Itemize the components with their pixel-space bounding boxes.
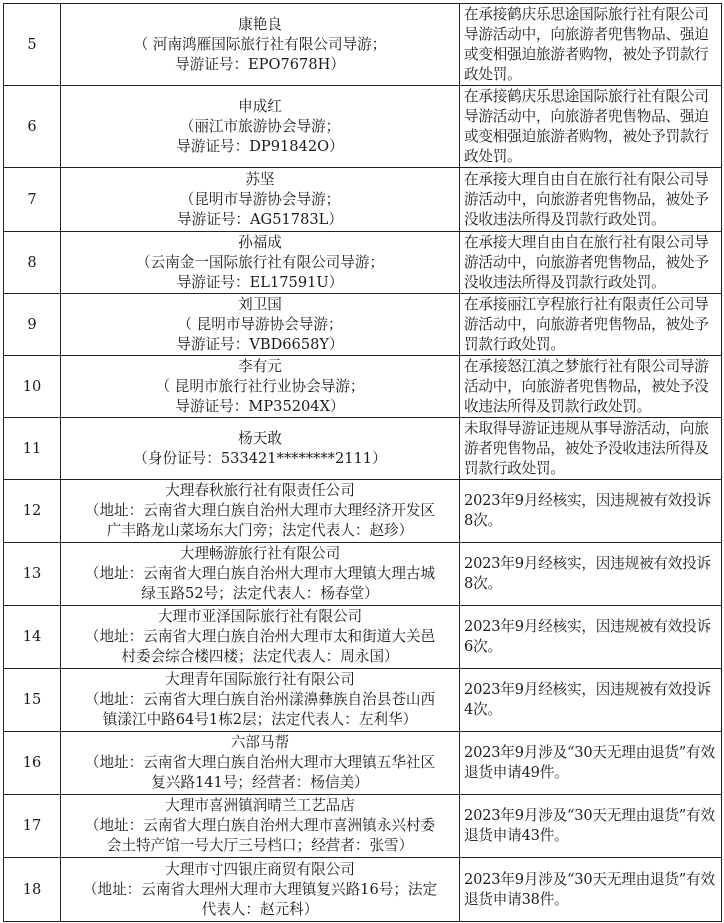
subject-detail: 导游证号：AG51783L） [177,210,343,228]
subject-detail: （昆明市导游协会导游； [179,190,341,208]
table-row [4,732,722,795]
subject-name: 李有元 [238,357,282,375]
subject-detail: （地址：云南省大理白族自治州漾濞彝族自治县苍山西 [84,691,436,708]
violation-description: 在承接鹤庆乐思途国际旅行社有限公司导游活动中，向旅游者兜售物品、强迫或变相强迫旅游者购物，被处予罚款行政处罚。 [460,4,722,86]
subject-name: 杨天敢 [238,429,282,447]
subject-name: 康艳良 [238,15,282,33]
subject-detail: 镇漾江中路64号1栋2层；法定代表人：左利华） [102,711,418,728]
subject-cell [61,4,460,86]
subject-name: 大理市寸四银庄商贸有限公司 [165,860,355,878]
violation-description: 在承接鹤庆乐思途国际旅行社有限公司导游活动中，向旅游者兜售物品、强迫或变相强迫旅游者购物，被处予罚款行政处罚。 [460,86,722,168]
subject-name: 孙福成 [238,233,282,251]
row-number: 10 [4,356,61,418]
row-number: 5 [4,4,61,86]
subject-detail: 导游证号：DP91842O） [176,137,344,155]
subject-detail: （地址：云南省大理白族自治州大理市大理经济开发区 [84,502,436,519]
subject-name: 苏坚 [245,170,275,188]
row-number: 18 [4,858,61,922]
table-row [4,418,722,480]
subject-detail: 代表人：赵元科） [201,900,319,918]
subject-detail: 村委会综合楼四楼；法定代表人：周永国） [121,648,399,665]
subject-cell [61,669,460,732]
subject-detail: （ 昆明市导游协会导游； [177,315,343,333]
subject-detail: 会土特产馆一号大厅三号档口；经营者：张雪） [106,837,414,854]
penalty-table [3,3,722,922]
subject-name: 申成红 [238,97,282,115]
table-row [4,4,722,86]
violation-description: 2023年9月经核实，因违规被有效投诉6次。 [460,606,722,669]
row-number: 6 [4,86,61,168]
subject-name: 大理春秋旅行社有限责任公司 [165,482,355,499]
subject-cell [61,795,460,858]
row-number: 7 [4,168,61,232]
violation-description: 在承接大理自由自在旅行社有限公司导游活动中，向旅游者兜售物品，被处予没收违法所得及罚款行政处罚。 [460,232,722,294]
violation-description: 在承接怒江滇之梦旅行社有限公司导游活动中，向旅游者兜售物品，被处予没收违法所得及罚款行政处罚。 [460,356,722,418]
subject-cell [61,86,460,168]
subject-cell [61,232,460,294]
table-row [4,168,722,232]
table-row [4,606,722,669]
subject-cell [61,294,460,356]
subject-detail: （地址：云南省大理白族自治州大理市喜洲镇永兴村委 [84,817,436,834]
subject-name: 六部马帮 [230,734,290,751]
table-row [4,480,722,543]
subject-detail: 导游证号：MP35204X） [175,397,345,415]
subject-cell [61,858,460,922]
subject-detail: （ 河南鸿雁国际旅行社有限公司导游； [133,35,387,53]
row-number: 17 [4,795,61,858]
subject-detail: 复兴路141号；经营者：杨信美） [151,774,369,791]
subject-cell [61,480,460,543]
subject-name: 大理畅游旅行社有限公司 [179,545,341,562]
subject-detail: 广丰路龙山菜场东大门旁；法定代表人：赵珍） [106,522,414,539]
violation-description: 在承接大理自由自在旅行社有限公司导游活动中，向旅游者兜售物品，被处予没收违法所得及罚款行政处罚。 [460,168,722,232]
table-row [4,294,722,356]
table-row [4,669,722,732]
row-number: 14 [4,606,61,669]
row-number: 11 [4,418,61,480]
violation-description: 在承接丽江亨程旅行社有限责任公司导游活动中，向旅游者兜售物品，被处予罚款行政处罚。 [460,294,722,356]
subject-detail: 导游证号：VBD6658Y） [176,335,344,353]
violation-description: 未取得导游证违规从事导游活动，向旅游者兜售物品，被处予没收违法所得及罚款行政处罚。 [460,418,722,480]
row-number: 12 [4,480,61,543]
subject-name: 大理市亚泽国际旅行社有限公司 [157,608,363,625]
row-number: 16 [4,732,61,795]
table-row [4,356,722,418]
subject-cell [61,168,460,232]
table-row [4,858,722,922]
violation-description: 2023年9月涉及“30天无理由退货”有效退货申请38件。 [460,858,722,922]
subject-detail: （ 昆明市旅行社行业协会导游； [155,377,365,395]
violation-description: 2023年9月经核实，因违规被有效投诉4次。 [460,669,722,732]
row-number: 9 [4,294,61,356]
subject-name: 刘卫国 [238,295,282,313]
subject-name: 大理青年国际旅行社有限公司 [165,671,355,688]
row-number: 15 [4,669,61,732]
violation-description: 2023年9月经核实，因违规被有效投诉8次。 [460,480,722,543]
subject-detail: 绿玉路52号；法定代表人：杨春堂） [141,585,379,602]
row-number: 13 [4,543,61,606]
subject-cell [61,606,460,669]
subject-detail: 导游证号：EPO7678H） [175,55,345,73]
subject-cell [61,732,460,795]
row-number: 8 [4,232,61,294]
subject-detail: （地址：云南省大理白族自治州大理市太和街道大关邑 [84,628,436,645]
penalty-table-body [4,4,722,922]
subject-detail: （地址：云南省大理州大理市大理镇复兴路16号；法定 [82,880,438,898]
subject-detail: （丽江市旅游协会导游； [179,117,341,135]
violation-description: 2023年9月涉及“30天无理由退货”有效退货申请49件。 [460,732,722,795]
table-row [4,795,722,858]
subject-cell [61,543,460,606]
subject-cell [61,418,460,480]
table-row [4,543,722,606]
subject-detail: 导游证号：EL17591U） [176,273,344,291]
subject-detail: （云南金一国际旅行社有限公司导游； [135,253,385,271]
subject-detail: （身份证号：533421********2111） [133,449,387,467]
subject-cell [61,356,460,418]
subject-detail: （地址：云南省大理白族自治州大理市大理镇五华社区 [84,754,436,771]
violation-description: 2023年9月涉及“30天无理由退货”有效退货申请43件。 [460,795,722,858]
violation-description: 2023年9月经核实，因违规被有效投诉8次。 [460,543,722,606]
table-row [4,86,722,168]
subject-detail: （地址：云南省大理白族自治州大理市大理镇大理古城 [84,565,436,582]
subject-name: 大理市喜洲镇润晴兰工艺品店 [165,797,355,814]
table-row [4,232,722,294]
